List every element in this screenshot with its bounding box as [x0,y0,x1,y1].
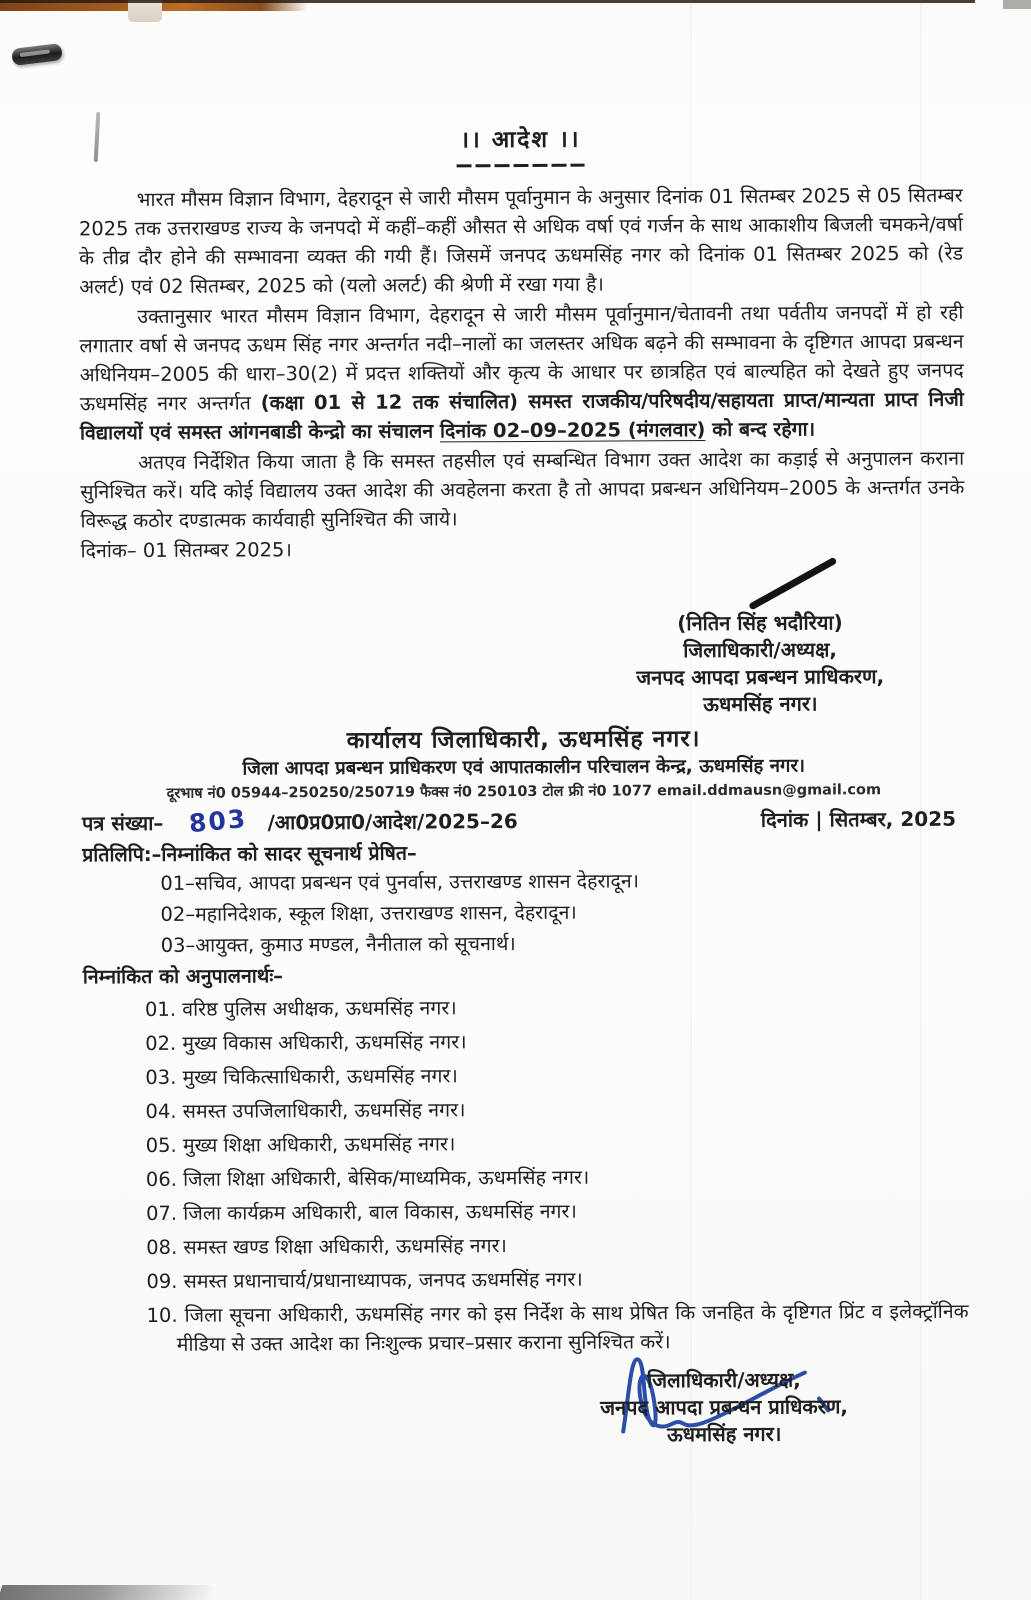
compliance-item: 10. जिला सूचना अधिकारी, ऊधमसिंह नगर को इस निर्देश के साथ प्रेषित कि जनहित के दृष्टिगत प्रिंट व इलेक्ट्रॉनिक मीडिया से उक्त आदेश का निःशुल्क प्रचार–प्रसार कराना सुनिश्चित करें। [146,1299,969,1356]
scan-bottom-smudge [0,1585,217,1600]
signatory-designation: जिलाधिकारी/अध्यक्ष, [683,637,838,663]
signatory-designation: जिलाधिकारी/अध्यक्ष, [646,1367,801,1393]
compliance-recipient-list [83,991,969,1360]
letter-number-label: पत्र संख्या– [81,810,164,836]
office-title: कार्यालय जिलाधिकारी, ऊधमसिंह नगर। [346,726,701,754]
copy-recipient-list [82,865,966,961]
staple-icon [11,43,63,66]
copy-recipient-item: 02–महानिदेशक, स्कूल शिक्षा, उत्तराखण्ड शासन, देहरादून। [160,900,577,926]
letter-number-row [82,803,966,839]
compliance-item: 09. समस्त प्रधानाचार्य/प्रधानाध्यापक, जनपद ऊधमसिंह नगर। [146,1267,583,1293]
signatory-district: ऊधमसिंह नगर। [666,1421,782,1447]
paragraph-weather-forecast: भारत मौसम विज्ञान विभाग, देहरादून से जारी मौसम पूर्वानुमान के अनुसार दिनांक 01 सितम्बर 2025 से 05 सितम्बर 2025 तक उत्तराखण्ड राज्य के जनपदो में कहीं–कहीं औसत से अधिक वर्षा एवं गर्जन के साथ आकाशीय बिजली चमकने/वर्षा के तीव्र दौर होने की सम्भावना व्यक्त की गयी हैं। जिसमें जनपद ऊधमसिंह नगर को दिनांक 01 सितम्बर 2025 को (रेड अलर्ट) एवं 02 सितम्बर, 2025 को (यलो अलर्ट) की श्रेणी में रखा गया है। [78,183,964,299]
signatory-district: ऊधमसिंह नगर। [703,691,818,717]
paper-fold-chip [128,0,162,22]
compliance-item: 02. मुख्य विकास अधिकारी, ऊधमसिंह नगर। [145,1030,467,1055]
document-body [78,124,969,1515]
order-date-line: दिनांक– 01 सितम्बर 2025। [80,538,292,563]
handwritten-letter-number: 803 [188,803,249,839]
letter-date: दिनांक | सितम्बर, 2025 [760,806,957,832]
office-letterhead [82,723,966,806]
letter-number-suffix: /आ0प्र0प्रा0/आदेश/2025–26 [267,809,518,835]
compliance-item: 06. जिला शिक्षा अधिकारी, बेसिक/माध्यमिक, ऊधमसिंह नगर। [145,1165,590,1191]
office-contact-line: दूरभाष नं0 05944–250250/250719 फैक्स नं0 250103 टोल फ्री नं0 1077 email.ddmausn@gmail.com [166,782,882,802]
compliance-item: 01. वरिष्ठ पुलिस अधीक्षक, ऊधमसिंह नगर। [144,996,457,1021]
order-title: ।। आदेश ।। [460,126,581,154]
paragraph-closure-bold-text: (कक्षा 01 से 12 तक संचालित) समस्त राजकीय/परिषदीय/सहायता प्राप्त/मान्यता प्राप्त निजी विद्यालयों एवं समस्त आंगनबाडी केन्द्रो का संचालन दिनांक 02–09–2025 (मंगलवार) को बन्द रहेगा। [79,387,964,445]
compliance-item: 08. समस्त खण्ड शिक्षा अधिकारी, ऊधमसिंह नगर। [146,1234,507,1259]
scan-corner-patch [1003,0,1031,9]
title-dashed-underline [457,164,585,168]
copy-section-heading: प्रतिलिपि:–निम्नांकित को सादर सूचनार्थ प्रेषित– [82,841,417,867]
paragraph-closure-normal-text: उक्तानुसार भारत मौसम विज्ञान विभाग, देहरादून से जारी मौसम पूर्वानुमान/चेतावनी तथा पर्वतीय जनपदों में हो रही लगातार वर्षा से जनपद ऊधम सिंह नगर अन्तर्गत नदी–नालों का जलस्तर अधिक बढ़ने की सम्भावना के दृष्टिगत आपदा प्रबन्धन अधिनियम–2005 की धारा–30(2) में प्रदत्त शक्तियों और कृत्य के आधार पर छात्रहित एवं बाल्यहित को देखते हुए जनपद ऊधमसिंह नगर अन्तर्गत [79,300,964,416]
scan-top-shadow-line [0,0,975,3]
signatory-authority: जनपद आपदा प्रबन्धन प्राधिकरण, [600,1394,849,1420]
pen-slash-mark-icon [745,553,845,614]
office-subtitle: जिला आपदा प्रबन्धन प्राधिकरण एवं आपातकालीन परिचालन केन्द्र, ऊधमसिंह नगर। [242,755,806,780]
bottom-signature-zone [85,1360,970,1515]
signature-slash-zone [81,565,965,620]
copy-recipient-item: 01–सचिव, आपदा प्रबन्धन एवं पुनर्वास, उत्तराखण्ड शासन देहरादून। [160,869,640,895]
compliance-item: 04. समस्त उपजिलाधिकारी, ऊधमसिंह नगर। [145,1098,466,1123]
signatory-name: (नितिन सिंह भदौरिया) [677,610,843,636]
compliance-item: 07. जिला कार्यक्रम अधिकारी, बाल विकास, ऊधमसिंह नगर। [146,1199,577,1225]
compliance-item: 03. मुख्य चिकित्साधिकारी, ऊधमसिंह नगर। [145,1064,458,1089]
copy-recipient-item: 03–आयुक्त, कुमाउ मण्डल, नैनीताल को सूचनार्थ। [160,932,516,957]
compliance-item: 05. मुख्य शिक्षा अधिकारी, ऊधमसिंह नगर। [145,1132,456,1157]
signatory-authority: जनपद आपदा प्रबन्धन प्राधिकरण, [636,664,885,690]
title-block [78,124,962,170]
closure-date-underlined: दिनांक 02–09–2025 (मंगलवार) [439,418,706,443]
paragraph-closure-order [79,298,964,448]
signatory-block-bottom [559,1366,889,1449]
signatory-block-top [595,609,926,719]
paragraph-compliance-warning: अतएव निर्देशित किया जाता है कि समस्त तहसील एवं सम्बन्धित विभाग उक्त आदेश का कड़ाई से अनुपालन कराना सुनिश्चित करें। यदि कोई विद्यालय उक्त आदेश की अवहेलना करता है तो आपदा प्रबन्धन अधिनियम–2005 के अन्तर्गत उनके विरूद्ध कठोर दण्डात्मक कार्यवाही सुनिश्चित की जाये। [80,446,965,533]
compliance-section-heading: निम्नांकित को अनुपालनार्थः– [82,964,284,989]
